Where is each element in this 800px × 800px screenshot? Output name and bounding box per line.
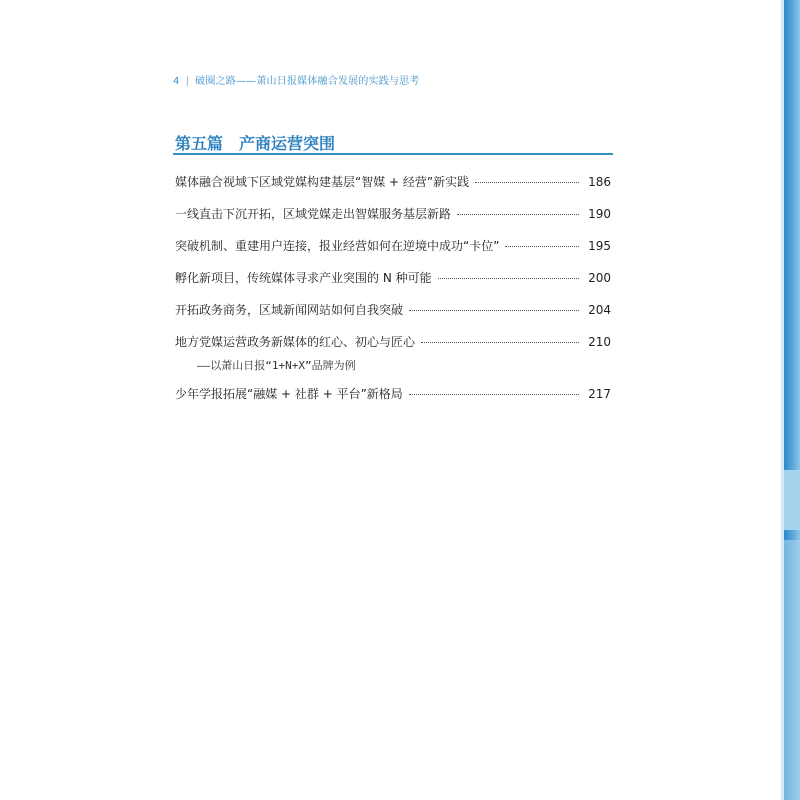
toc-leader-dots bbox=[409, 393, 579, 395]
toc-leader-dots bbox=[457, 213, 579, 215]
spine-highlight-lower bbox=[784, 540, 800, 800]
section-divider bbox=[173, 153, 613, 155]
toc-entry-title: 突破机制、重建用户连接，报业经营如何在逆境中成功“卡位” bbox=[175, 239, 500, 253]
toc-entry-page: 217 bbox=[588, 387, 611, 401]
toc-entry[interactable] bbox=[175, 301, 611, 321]
section-title-text: 产商运营突围 bbox=[239, 134, 336, 153]
spine-highlight bbox=[784, 470, 800, 530]
toc-leader-dots bbox=[505, 245, 579, 247]
toc-entry-title: 地方党媒运营政务新媒体的红心、初心与匠心 bbox=[175, 335, 416, 349]
toc-entry[interactable] bbox=[175, 333, 611, 353]
toc-entry-page: 190 bbox=[588, 207, 611, 221]
toc-entry-page: 200 bbox=[588, 271, 611, 285]
section-heading bbox=[175, 131, 335, 154]
toc-leader-dots bbox=[438, 277, 579, 279]
toc-entry-title: 孵化新项目，传统媒体寻求产业突围的 N 种可能 bbox=[175, 271, 432, 285]
toc-entry-title: 少年学报拓展“融媒 + 社群 + 平台”新格局 bbox=[175, 387, 403, 401]
toc-entry[interactable] bbox=[175, 205, 611, 225]
page-number: 4 bbox=[173, 76, 180, 87]
toc-entry[interactable] bbox=[175, 173, 611, 193]
toc-entry-page: 204 bbox=[588, 303, 611, 317]
toc-entry-title: 媒体融合视域下区域党媒构建基层“智媒 + 经营”新实践 bbox=[175, 175, 470, 189]
toc-entry-subtitle: ——以萧山日报“1+N+X”品牌为例 bbox=[197, 359, 356, 372]
header-separator: | bbox=[185, 76, 190, 87]
toc-entry-title: 一线直击下沉开拓，区域党媒走出智媒服务基层新路 bbox=[175, 207, 452, 221]
toc-entry-page: 195 bbox=[588, 239, 611, 253]
toc-leader-dots bbox=[475, 181, 579, 183]
toc-entry-title: 开拓政务商务，区域新闻网站如何自我突破 bbox=[175, 303, 404, 317]
toc-entry[interactable] bbox=[175, 237, 611, 257]
toc-entry-page: 210 bbox=[588, 335, 611, 349]
toc-entry[interactable] bbox=[175, 385, 611, 405]
running-header bbox=[173, 72, 420, 87]
toc-entry[interactable] bbox=[175, 269, 611, 289]
section-label: 第五篇 bbox=[175, 134, 224, 153]
toc-leader-dots bbox=[421, 341, 579, 343]
book-title: 破圈之路——萧山日报媒体融合发展的实践与思考 bbox=[195, 76, 420, 87]
toc-leader-dots bbox=[409, 309, 579, 311]
toc-entry-page: 186 bbox=[588, 175, 611, 189]
